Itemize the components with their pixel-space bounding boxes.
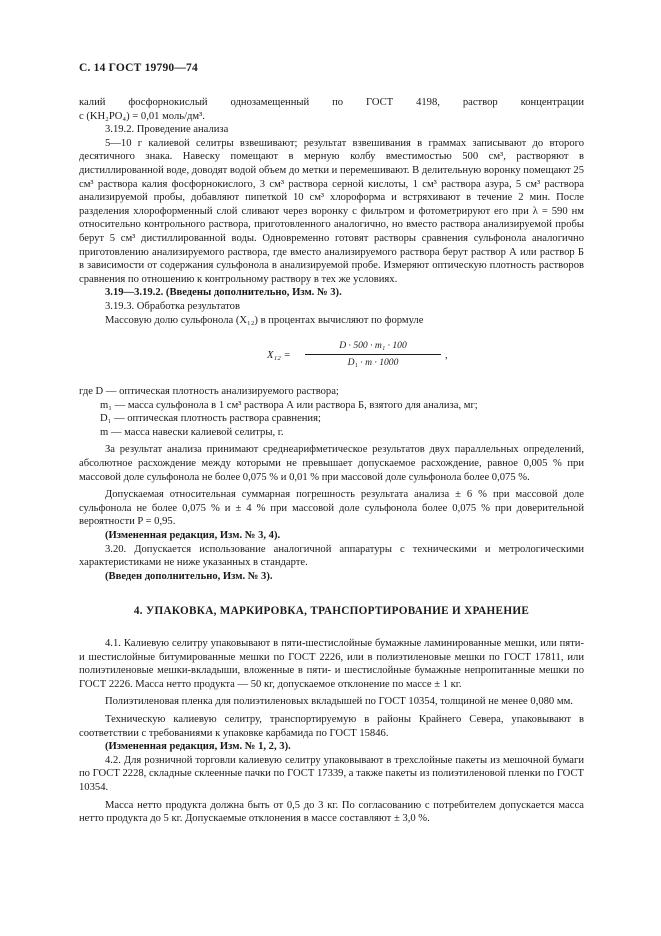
paragraph-far-north: Техническую калиевую селитру, транспортируемую в районы Крайнего Севера, упаковывают в соответствии с требованиями к упаковке карбамида по ГОСТ 15846.: [79, 713, 584, 739]
formula-fraction: [305, 339, 441, 369]
paragraph-reagent-line1: калий фосфорнокислый однозамещенный по ГОСТ 4198, раствор концентрации: [79, 97, 584, 108]
page-content: [79, 96, 584, 826]
paragraph-error-tolerance: Допускаемая относительная суммарная погрешность результата анализа ± 6 % при массовой доле сульфонола не более 0,075 % и ± 4 % при массовой доле сульфонола более 0,075 % при доверительной вероятности P = 0,95.: [79, 489, 584, 528]
formula-trail: ,: [445, 350, 448, 362]
formula-x12: [79, 339, 584, 373]
formula-legend: [79, 385, 584, 439]
paragraph-formula-intro: Массовую долю сульфонола (X₁₂) в процентах вычисляют по формуле: [105, 314, 424, 326]
subsection-heading-3-19-3: 3.19.3. Обработка результатов: [105, 300, 240, 312]
subsection-heading-3-19-2: 3.19.2. Проведение анализа: [105, 124, 229, 136]
legend-d1: D₁ — оптическая плотность раствора сравнения;: [100, 413, 321, 425]
legend-m: m — масса навески калиевой селитры, г.: [100, 426, 284, 438]
paragraph-3-20: 3.20. Допускается использование аналогичной аппаратуры с техническими и метрологическими характеристиками не ниже указанных в стандарте.: [79, 543, 584, 569]
paragraph-polyethylene-film: Полиэтиленовая пленка для полиэтиленовых вкладышей по ГОСТ 10354, толщиной не менее 0,080 мм.: [105, 696, 573, 708]
page-header: С. 14 ГОСТ 19790—74: [79, 62, 198, 74]
amendment-note-3-19: 3.19—3.19.2. (Введены дополнительно, Изм. № 3).: [105, 287, 342, 299]
formula-denominator: D₁ · m · 1000: [347, 356, 399, 368]
formula-lhs: X₁₂ =: [267, 350, 291, 362]
paragraph-analysis-procedure: 5—10 г калиевой селитры взвешивают; результат взвешивания в граммах записывают до второго десятичного знака. Навеску помещают в мерную колбу вместимостью 500 см³, растворяют в дистиллированной воде, доводят водой объем до метки и перемешивают. В делительную воронку помещают 25 см³ раствора калия фосфорнокислого, 3 см³ раствора серной кислоты, 1 см³ раствора азура, 5 см³ раствора анализируемой пробы, добавляют пипеткой 10 см³ хлороформа и встряхивают в течение 2 мин. После разделения хлороформенный слой сливают через воронку с фильтром и фотометрируют его при λ = 590 нм относительно контрольного раствора, приготовленного аналогично, но вместо раствора анализируемой пробы берут 5 см³ дистиллированной воды. Одновременно готовят растворы сравнения сульфонола аналогично приготовлению анализируемого раствора, где вместо анализируемого раствора берут раствор А или раствор Б в зависимости от содержания сульфонола в анализируемой пробе. Измеряют оптическую плотность растворов сравнения по отношению к контрольному раствору в тех же условиях.: [79, 137, 584, 285]
paragraph-result-definition: За результат анализа принимают среднеарифметическое результатов двух параллельных определений, абсолютное расхождение между которыми не превышает допускаемое расхождение, равное 0,005 % при массовой доле сульфонола не более 0,075 % и 0,01 % при массовой доле сульфонола более 0,075 %.: [79, 444, 584, 483]
amendment-note-3-20: (Введен дополнительно, Изм. № 3).: [105, 570, 273, 582]
amendment-note-4-1: (Измененная редакция, Изм. № 1, 2, 3).: [105, 741, 291, 753]
section-4-title: 4. УПАКОВКА, МАРКИРОВКА, ТРАНСПОРТИРОВАНИЕ И ХРАНЕНИЕ: [133, 605, 530, 618]
paragraph-4-1: 4.1. Калиевую селитру упаковывают в пяти-шестислойные бумажные ламинированные мешки, или пяти- и шестислойные битумированные мешки по ГОСТ 2226, или в полиэтиленовые мешки по ГОСТ 17811, или полиэтиленовые мешки-вкладыши, вложенные в пяти- и шестислойные бумажные непропитанные мешки по ГОСТ 2226. Масса нетто продукта — 50 кг, допускаемое отклонение по массе ± 1 кг.: [79, 638, 584, 690]
legend-d: где D — оптическая плотность анализируемого раствора;: [79, 386, 339, 398]
paragraph-4-2: 4.2. Для розничной торговли калиевую селитру упаковывают в трехслойные пакеты из мешочной бумаги по ГОСТ 2228, складные склеенные пачки по ГОСТ 17339, а также пакеты из полиэтиленовой пленки по ГОСТ 10354.: [79, 754, 584, 793]
paragraph-reagent-line2: c (KH₂PO₄) = 0,01 моль/дм³.: [79, 110, 205, 122]
amendment-note-3-4: (Измененная редакция, Изм. № 3, 4).: [105, 530, 281, 542]
formula-numerator: D · 500 · m₁ · 100: [305, 339, 441, 355]
paragraph-net-mass: Масса нетто продукта должна быть от 0,5 до 3 кг. По согласованию с потребителем допускается масса нетто продукта до 5 кг. Допускаемые отклонения в массе составляют ± 3,0 %.: [79, 799, 584, 825]
legend-m1: m₁ — масса сульфонола в 1 см³ раствора А или раствора Б, взятого для анализа, мг;: [100, 399, 478, 411]
